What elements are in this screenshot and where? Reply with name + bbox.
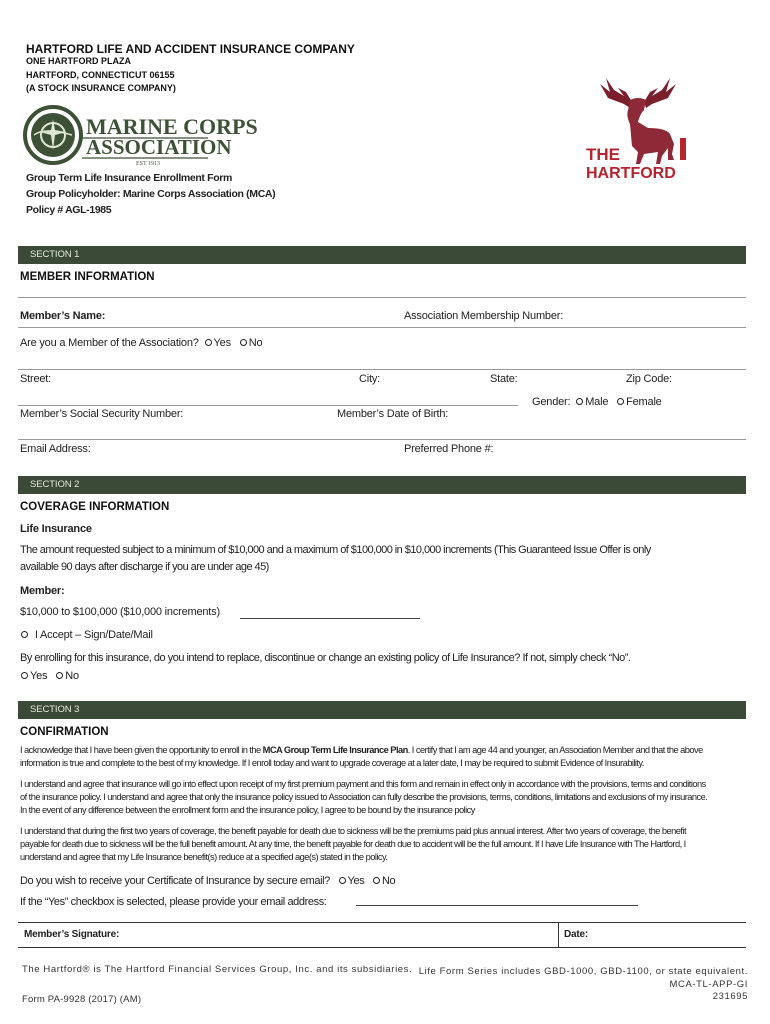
phone-label: Preferred Phone #: — [404, 443, 494, 455]
address-line[interactable] — [18, 405, 518, 406]
membership-number-label: Association Membership Number: — [404, 310, 564, 322]
p1-text-d: information is true and complete to the best of my knowledge. If I enroll today and want to upgrade coverage at a later date, I may be required to submit Evidence of Insurability. — [20, 758, 644, 769]
replace-yes-label: Yes — [30, 670, 48, 682]
form-code: MCA-TL-APP-GI — [669, 978, 748, 990]
street-label: Street: — [20, 373, 52, 385]
form-series-line: Life Form Series includes GBD-1000, GBD-1100, or state equivalent. — [418, 966, 748, 977]
mca-logo-est: EST 1913 — [136, 161, 161, 167]
mca-logo-line2: ASSOCIATION — [86, 135, 232, 159]
member-name-line[interactable] — [18, 327, 746, 328]
accept-radio[interactable] — [21, 631, 28, 638]
policy-number: Policy # AGL-1985 — [26, 204, 112, 216]
certificate-question: Do you wish to receive your Certificate of Insurance by secure email? — [20, 875, 330, 887]
email-label: Email Address: — [20, 443, 91, 455]
certificate-row — [20, 875, 395, 887]
signature-field[interactable] — [160, 924, 556, 946]
replace-no-label: No — [65, 670, 79, 682]
gender-row — [532, 396, 662, 408]
marine-corps-association-logo — [22, 104, 258, 167]
mca-logo-line1: MARINE CORPS — [86, 114, 258, 139]
footer-form-series — [419, 966, 748, 1004]
p1-plan-name: MCA Group Term Life Insurance Plan — [262, 745, 408, 755]
replace-no-radio[interactable] — [56, 672, 63, 679]
gender-female-label: Female — [626, 396, 662, 408]
p3-line-3: understand and agree that my Life Insurance benefit(s) reduce at a specified age(s) stated in the policy. — [20, 852, 388, 863]
divider — [18, 369, 746, 370]
the-hartford-logo — [582, 62, 692, 180]
amount-text-1: The amount requested subject to a minimum of $10,000 and a maximum of $100,000 in $10,000 increments (This Guaranteed Issue Offer is only — [20, 544, 651, 556]
confirmation-paragraph-1 — [20, 744, 748, 770]
p3-line-1: I understand that during the first two years of coverage, the benefit payable for death due to sickness will be the premiums paid plus annual interest. After two years of coverage, the benefit — [20, 826, 686, 836]
accept-label: I Accept – Sign/Date/Mail — [34, 629, 153, 641]
section-1-bar: SECTION 1 — [18, 246, 746, 264]
member-no-radio[interactable] — [240, 339, 247, 346]
p3-line-2: payable for death due to sickness will be the full benefit amount. At any time, the benefit payable for death due to accident will be the full amount. If I have Life Insurance with The Hartford, I — [20, 839, 686, 850]
accept-row — [18, 629, 153, 641]
life-insurance-heading: Life Insurance — [20, 523, 92, 535]
address-line-2: HARTFORD, CONNECTICUT 06155 — [26, 70, 175, 80]
member-coverage-label: Member: — [20, 585, 65, 597]
city-label: City: — [359, 373, 381, 385]
date-field[interactable] — [600, 924, 744, 946]
form-number: 231695 — [712, 991, 748, 1002]
hartford-logo-line1: THE — [586, 145, 620, 164]
divider — [18, 297, 746, 298]
certificate-yes-radio[interactable] — [339, 877, 346, 884]
gender-female-radio[interactable] — [617, 398, 624, 405]
address-line-1: ONE HARTFORD PLAZA — [26, 56, 131, 66]
certificate-no-label: No — [381, 875, 396, 887]
email-prompt: If the “Yes” checkbox is selected, please provide your email address: — [20, 896, 327, 908]
gender-label: Gender: — [532, 396, 571, 408]
group-policyholder: Group Policyholder: Marine Corps Association (MCA) — [26, 188, 276, 200]
confirmation-paragraph-3 — [20, 825, 748, 865]
hartford-logo-line2: HARTFORD — [586, 165, 676, 182]
gender-male-label: Male — [585, 396, 609, 408]
member-yes-label: Yes — [213, 337, 231, 349]
date-label: Date: — [564, 929, 589, 940]
address-line-3: (A STOCK INSURANCE COMPANY) — [26, 83, 176, 93]
amount-text-2: available 90 days after discharge if you are under age 45) — [20, 561, 269, 573]
confirmation-paragraph-2 — [20, 778, 748, 818]
signature-bottom-border — [18, 947, 746, 948]
member-no-label: No — [248, 337, 263, 349]
coverage-range: $10,000 to $100,000 ($10,000 increments) — [20, 606, 220, 618]
section-2-bar: SECTION 2 — [18, 476, 746, 494]
section-3-bar: SECTION 3 — [18, 701, 746, 719]
form-title: Group Term Life Insurance Enrollment Form — [26, 172, 232, 184]
replace-options — [18, 670, 79, 682]
footer-form-id: Form PA-9928 (2017) (AM) — [22, 994, 142, 1005]
p2-line-1: I understand and agree that insurance will go into effect upon receipt of my first premium payment and this form and remain in effect only in accordance with the provisions, terms and conditions — [20, 779, 706, 789]
state-label: State: — [490, 373, 518, 385]
coverage-amount-line[interactable] — [240, 618, 420, 619]
p1-text-a: I acknowledge that I have been given the opportunity to enroll in the — [20, 745, 263, 755]
p2-line-3: In the event of any difference between the enrollment form and the insurance policy, I agree to be bound by the insurance policy — [20, 805, 475, 816]
company-name: HARTFORD LIFE AND ACCIDENT INSURANCE COMPANY — [26, 42, 355, 56]
certificate-yes-label: Yes — [347, 875, 365, 887]
member-yes-radio[interactable] — [205, 339, 212, 346]
p1-text-c: . I certify that I am age 44 and younger, an Association Member and that the above — [407, 745, 703, 755]
ssn-label: Member’s Social Security Number: — [20, 408, 184, 420]
signature-label: Member’s Signature: — [24, 929, 120, 940]
gender-male-radio[interactable] — [576, 398, 583, 405]
p2-line-2: of the insurance policy. I understand and agree that only the insurance policy issued to Association can fully describe the provisions, terms, conditions, limitations and exclusions of my insurance. — [20, 792, 708, 803]
section-2-title: COVERAGE INFORMATION — [20, 501, 170, 513]
replace-question: By enrolling for this insurance, do you intend to replace, discontinue or change an existing policy of Life Insurance? If not, simply check “No”. — [20, 652, 631, 664]
dob-label: Member’s Date of Birth: — [337, 408, 449, 420]
zip-label: Zip Code: — [626, 373, 672, 385]
certificate-email-line[interactable] — [356, 905, 638, 906]
signature-divider — [558, 922, 559, 948]
signature-top-border — [18, 922, 746, 923]
replace-yes-radio[interactable] — [21, 672, 28, 679]
section-3-title: CONFIRMATION — [20, 726, 109, 738]
certificate-no-radio[interactable] — [373, 877, 380, 884]
ssn-line[interactable] — [18, 439, 746, 440]
footer-disclaimer: The Hartford® is The Hartford Financial Services Group, Inc. and its subsidiaries. — [22, 964, 413, 975]
section-1-title: MEMBER INFORMATION — [20, 271, 155, 283]
member-question-label: Are you a Member of the Association? — [20, 337, 199, 349]
member-question-row — [20, 337, 262, 349]
member-name-label: Member’s Name: — [20, 310, 106, 322]
